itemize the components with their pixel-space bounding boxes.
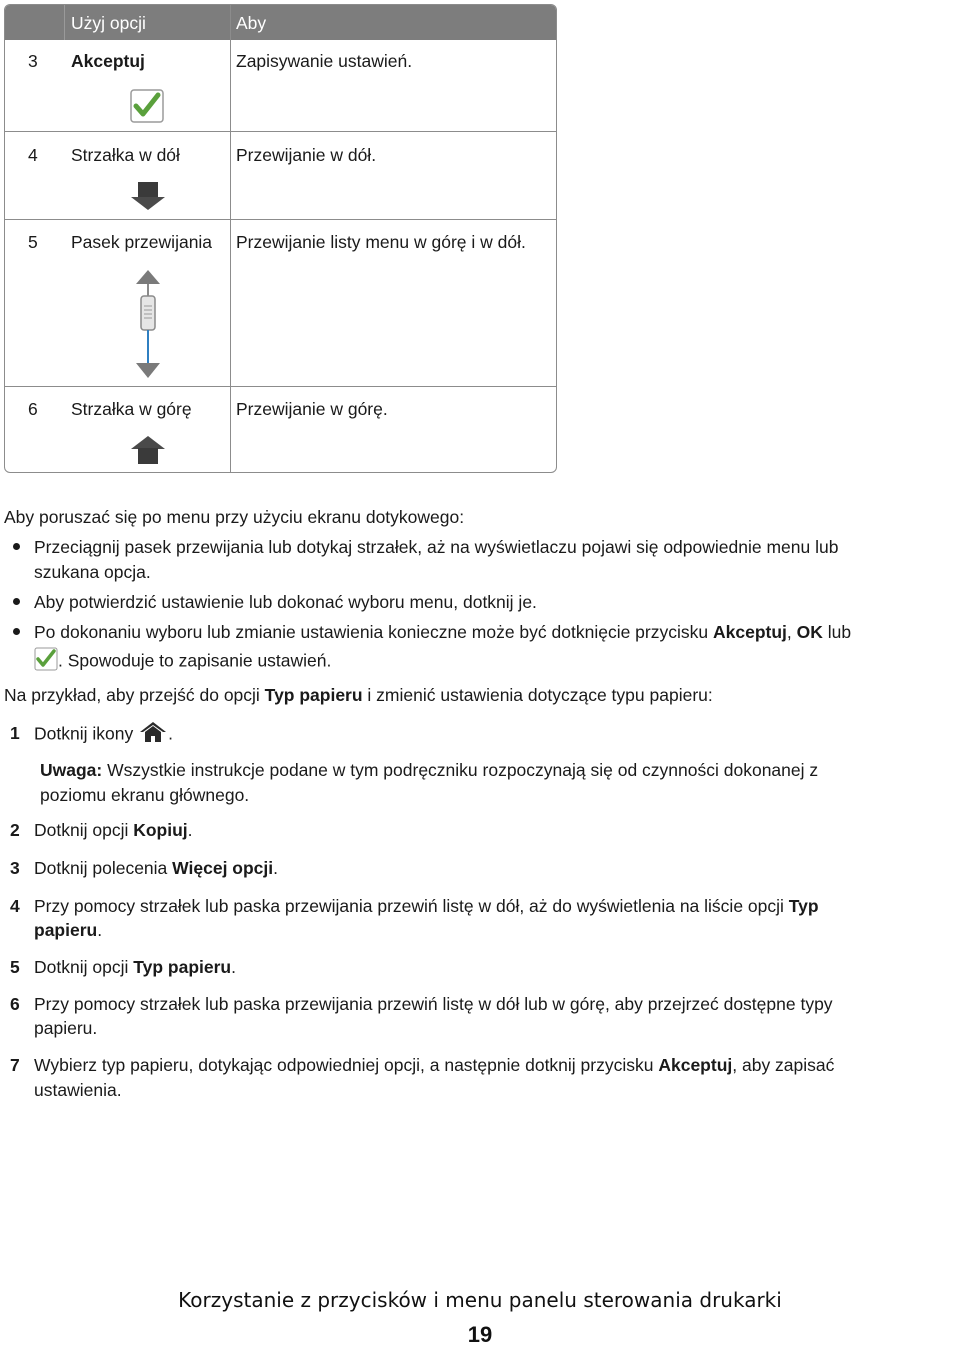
example-text: Na przykład, aby przejść do opcji Typ papieru i zmienić ustawienia dotyczące typu papieru: — [4, 685, 713, 705]
step-text: Dotknij ikony . — [34, 721, 173, 749]
row-number: 4 — [28, 145, 38, 165]
row-number: 6 — [28, 399, 38, 419]
bullet-dot — [13, 543, 20, 550]
bullet-text: . Spowoduje to zapisanie ustawień. — [34, 647, 331, 677]
page-number: 19 — [467, 1322, 493, 1347]
row-divider — [5, 219, 556, 220]
option-label: Strzałka w górę — [71, 399, 192, 419]
options-table — [4, 4, 557, 473]
header-purpose: Aby — [236, 13, 267, 33]
row-divider — [5, 131, 556, 132]
row-number: 5 — [28, 232, 38, 252]
row-number: 3 — [28, 51, 38, 71]
bullet-dot — [13, 628, 20, 635]
bullet-dot — [13, 598, 20, 605]
bullet-text: Przeciągnij pasek przewijania lub dotykaj strzałek, aż na wyświetlaczu pojawi się odpowiednie menu lub — [34, 537, 839, 557]
step-text: Dotknij opcji Kopiuj. — [34, 820, 193, 840]
note-text: Uwaga: Wszystkie instrukcje podane w tym podręczniku rozpoczynają się od czynności dokonanej z — [40, 760, 819, 780]
header-option: Użyj opcji — [71, 13, 146, 33]
table-header — [5, 5, 556, 40]
step-number: 1 — [10, 723, 20, 743]
step-text: Dotknij opcji Typ papieru. — [34, 957, 236, 977]
option-label: Pasek przewijania — [71, 232, 213, 252]
step-number: 5 — [10, 957, 20, 977]
check-icon — [34, 647, 58, 677]
step-number: 6 — [10, 994, 20, 1014]
step-text: Przy pomocy strzałek lub paska przewijania przewiń listę w dół lub w górę, aby przejrzeć dostępne typy — [34, 994, 833, 1014]
step-number: 3 — [10, 858, 20, 878]
page-footer-title: Korzystanie z przycisków i menu panelu sterowania drukarki — [178, 1288, 782, 1312]
purpose-text: Przewijanie w górę. — [236, 399, 388, 419]
step-number: 7 — [10, 1055, 20, 1075]
down-arrow-icon — [130, 181, 166, 216]
step-number: 4 — [10, 896, 20, 916]
step-text: Dotknij polecenia Więcej opcji. — [34, 858, 278, 878]
header-divider — [64, 5, 65, 40]
intro-text: Aby poruszać się po menu przy użyciu ekranu dotykowego: — [4, 507, 465, 527]
purpose-text: Przewijanie listy menu w górę i w dół. — [236, 232, 526, 252]
step-text: papieru. — [34, 1018, 98, 1038]
step-text: papieru. — [34, 920, 103, 940]
bullet-text: Aby potwierdzić ustawienie lub dokonać wyboru menu, dotknij je. — [34, 592, 537, 612]
step-text: Przy pomocy strzałek lub paska przewijania przewiń listę w dół, aż do wyświetlenia na liście opcji Typ — [34, 896, 819, 916]
home-icon — [138, 721, 168, 749]
row-divider — [5, 386, 556, 387]
up-arrow-icon — [130, 435, 166, 470]
check-icon — [130, 89, 164, 128]
step-number: 2 — [10, 820, 20, 840]
option-label: Strzałka w dół — [71, 145, 180, 165]
step-text: Wybierz typ papieru, dotykając odpowiedniej opcji, a następnie dotknij przycisku Akceptuj, aby zapisać — [34, 1055, 835, 1075]
scrollbar-icon — [134, 268, 162, 385]
purpose-text: Przewijanie w dół. — [236, 145, 377, 165]
option-label: Akceptuj — [71, 51, 145, 71]
step-text: ustawienia. — [34, 1080, 122, 1100]
column-divider — [230, 5, 231, 473]
note-text: poziomu ekranu głównego. — [40, 785, 250, 805]
purpose-text: Zapisywanie ustawień. — [236, 51, 413, 71]
bullet-text: Po dokonaniu wyboru lub zmianie ustawienia konieczne może być dotknięcie przycisku Akceptuj, OK lub — [34, 622, 852, 642]
bullet-text: szukana opcja. — [34, 562, 151, 582]
